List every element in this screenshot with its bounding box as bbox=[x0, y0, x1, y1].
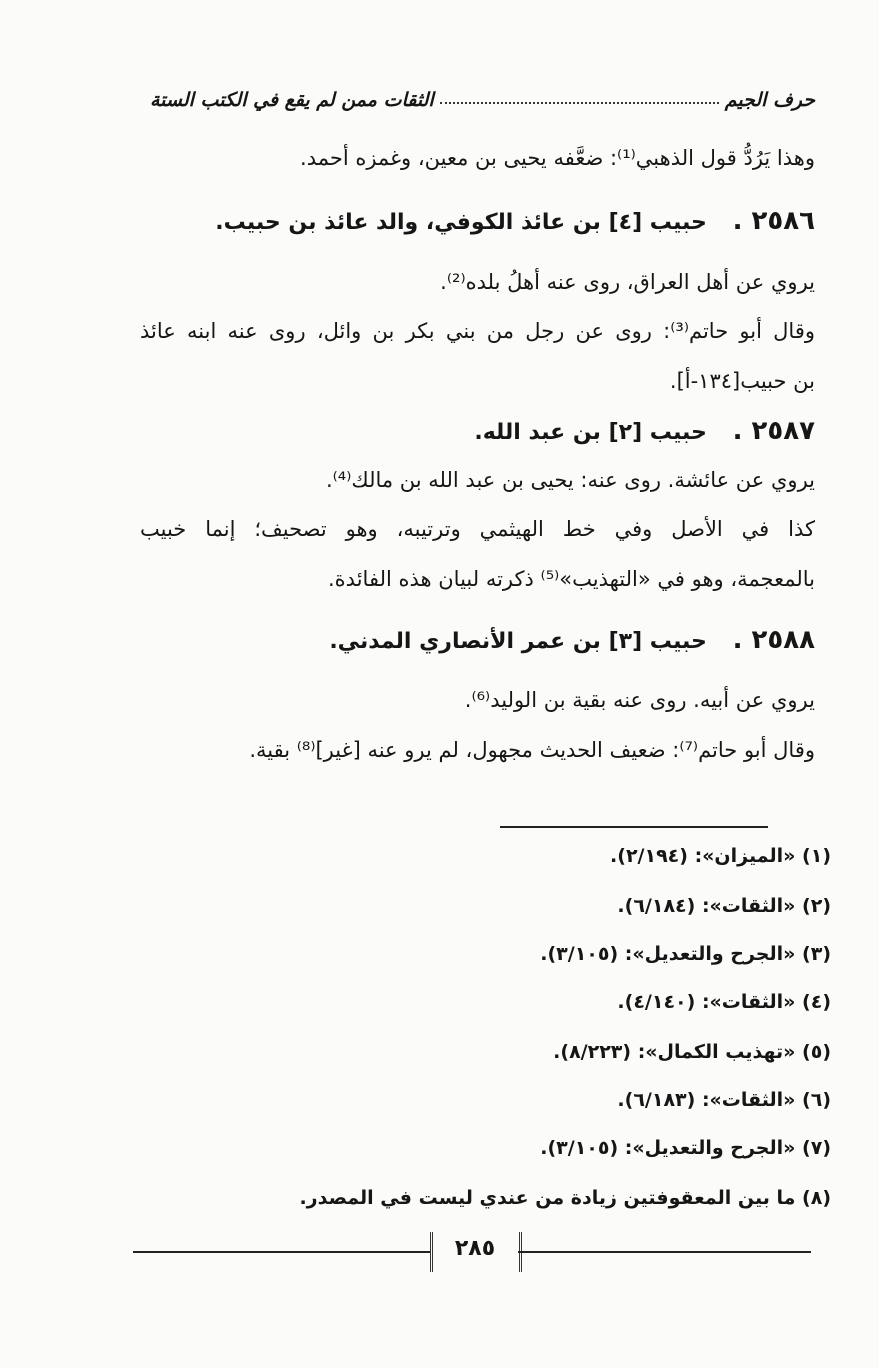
header-dotted-leader bbox=[440, 96, 719, 104]
running-header bbox=[150, 80, 815, 120]
footnote-3: (٣) «الجرح والتعديل»: (٣/١٠٥). bbox=[540, 943, 831, 965]
body-line-8: يروي عن أبيه. روى عنه بقية بن الوليد⁽⁶⁾. bbox=[464, 688, 815, 712]
header-chapter-title: حرف الجيم bbox=[724, 89, 815, 111]
page-footer-rule-right bbox=[518, 1251, 811, 1253]
entry-number: ٢٥٨٨ . bbox=[732, 625, 815, 655]
footnote-separator bbox=[500, 826, 768, 828]
page-number: ٢٨٥ bbox=[454, 1236, 496, 1261]
entry-number: ٢٥٨٦ . bbox=[732, 206, 815, 236]
body-line-4: بن حبيب[١٣٤-أ]. bbox=[669, 369, 815, 393]
body-line-7: بالمعجمة، وهو في «التهذيب»⁽⁵⁾ ذكرته لبيان هذه الفائدة. bbox=[328, 567, 815, 591]
footnote-2: (٢) «الثقات»: (٦/١٨٤). bbox=[617, 895, 831, 917]
entry-2588-heading bbox=[329, 625, 815, 655]
body-line-6: كذا في الأصل وفي خط الهيثمي وترتيبه، وهو تصحيف؛ إنما خبيب bbox=[140, 517, 815, 541]
entry-title: حبيب [٢] بن عبد الله. bbox=[474, 420, 707, 445]
body-line-3: وقال أبو حاتم⁽³⁾: روى عن رجل من بني بكر بن وائل، روى عنه ابنه عائذ bbox=[140, 319, 816, 343]
entry-2587-heading bbox=[474, 416, 815, 446]
entry-title: حبيب [٤] بن عائذ الكوفي، والد عائذ بن حبيب. bbox=[215, 210, 707, 235]
page-footer-rule-left bbox=[133, 1251, 431, 1253]
footnote-1: (١) «الميزان»: (٢/١٩٤). bbox=[610, 845, 831, 867]
body-line-2: يروي عن أهل العراق، روى عنه أهلُ بلده⁽²⁾. bbox=[440, 270, 815, 294]
footnote-6: (٦) «الثقات»: (٦/١٨٣). bbox=[617, 1089, 831, 1111]
footnote-7: (٧) «الجرح والتعديل»: (٣/١٠٥). bbox=[540, 1137, 831, 1159]
body-line-9: وقال أبو حاتم⁽⁷⁾: ضعيف الحديث مجهول، لم يرو عنه [غير]⁽⁸⁾ بقية. bbox=[249, 738, 815, 762]
entry-2586-heading bbox=[215, 206, 815, 236]
body-line-5: يروي عن عائشة. روى عنه: يحيى بن عبد الله بن مالك⁽⁴⁾. bbox=[325, 468, 815, 492]
footnote-4: (٤) «الثقات»: (٤/١٤٠). bbox=[617, 991, 831, 1013]
entry-number: ٢٥٨٧ . bbox=[732, 416, 815, 446]
body-line-1: وهذا يَرُدُّ قول الذهبي⁽¹⁾: ضعَّفه يحيى بن معين، وغمزه أحمد. bbox=[300, 146, 815, 170]
footnote-5: (٥) «تهذيب الكمال»: (٨/٢٢٣). bbox=[553, 1041, 831, 1063]
header-book-title: الثقات ممن لم يقع في الكتب الستة bbox=[150, 89, 434, 111]
entry-title: حبيب [٣] بن عمر الأنصاري المدني. bbox=[329, 629, 707, 654]
footnote-8: (٨) ما بين المعقوفتين زيادة من عندي ليست في المصدر. bbox=[299, 1187, 831, 1209]
